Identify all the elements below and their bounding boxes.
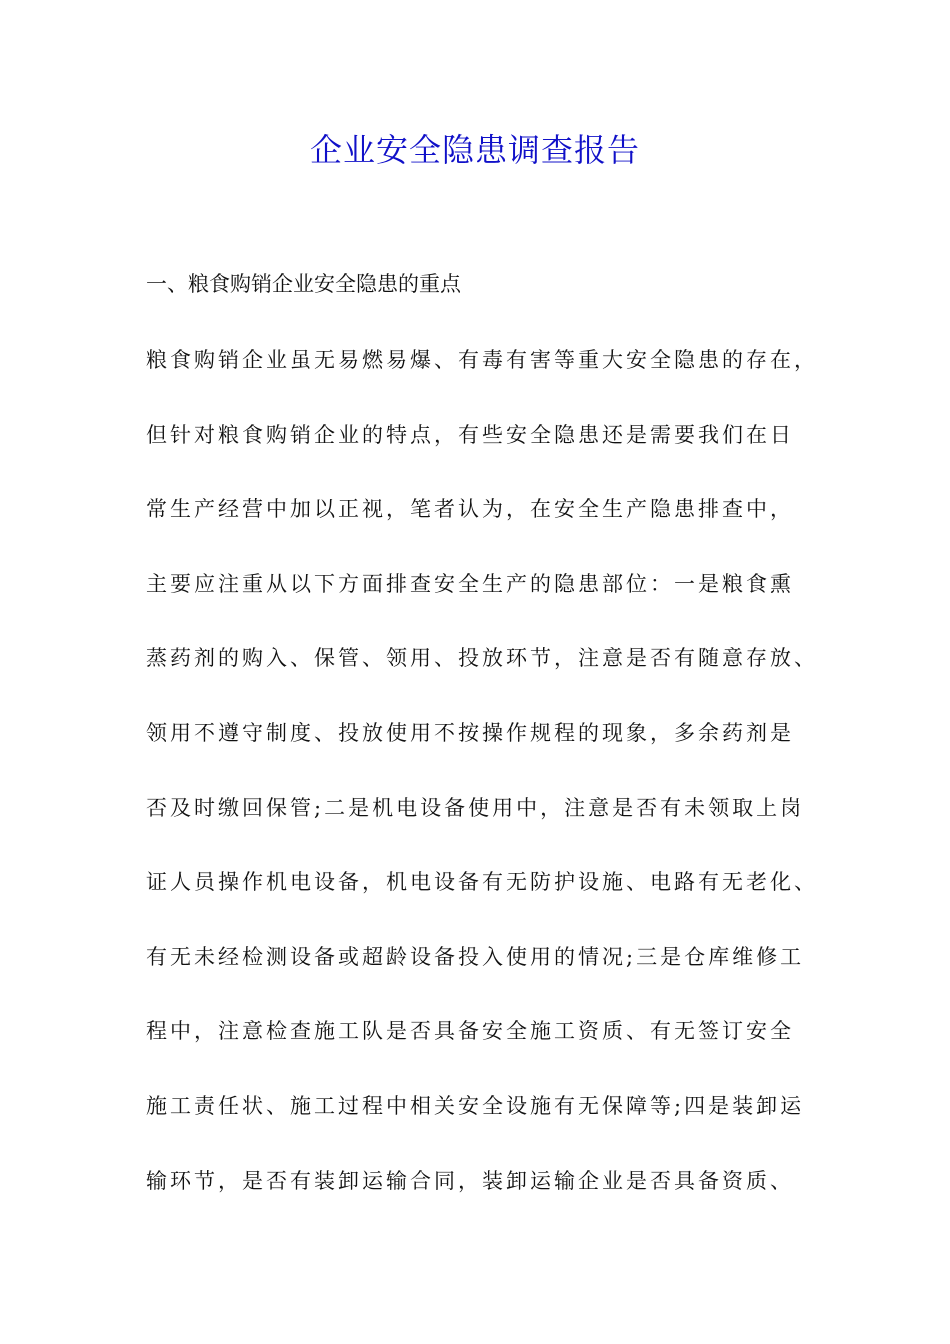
body-line: 输环节，是否有装卸运输合同，装卸运输企业是否具备资质、 xyxy=(146,1168,794,1193)
body-line: 主要应注重从以下方面排查安全生产的隐患部位：一是粮食熏 xyxy=(146,571,794,596)
body-line: 但针对粮食购销企业的特点，有些安全隐患还是需要我们在日 xyxy=(146,422,794,447)
body-line: 否及时缴回保管;二是机电设备使用中，注意是否有未领取上岗 xyxy=(146,795,805,820)
body-line: 程中，注意检查施工队是否具备安全施工资质、有无签订安全 xyxy=(146,1019,794,1044)
body-line: 有无未经检测设备或超龄设备投入使用的情况;三是仓库维修工 xyxy=(146,944,805,969)
body-line: 领用不遵守制度、投放使用不按操作规程的现象，多余药剂是 xyxy=(146,720,794,745)
body-paragraph xyxy=(146,340,826,1235)
body-line: 粮食购销企业虽无易燃易爆、有毒有害等重大安全隐患的存在， xyxy=(146,348,818,372)
body-line: 常生产经营中加以正视，笔者认为，在安全生产隐患排查中， xyxy=(146,497,794,522)
body-line: 证人员操作机电设备，机电设备有无防护设施、电路有无老化、 xyxy=(146,870,818,895)
section-heading: 一、粮食购销企业安全隐患的重点 xyxy=(146,272,461,296)
body-line: 施工责任状、施工过程中相关安全设施有无保障等;四是装卸运 xyxy=(146,1093,805,1118)
document-title: 企业安全隐患调查报告 xyxy=(309,131,640,169)
body-line: 蒸药剂的购入、保管、领用、投放环节，注意是否有随意存放、 xyxy=(146,646,818,671)
